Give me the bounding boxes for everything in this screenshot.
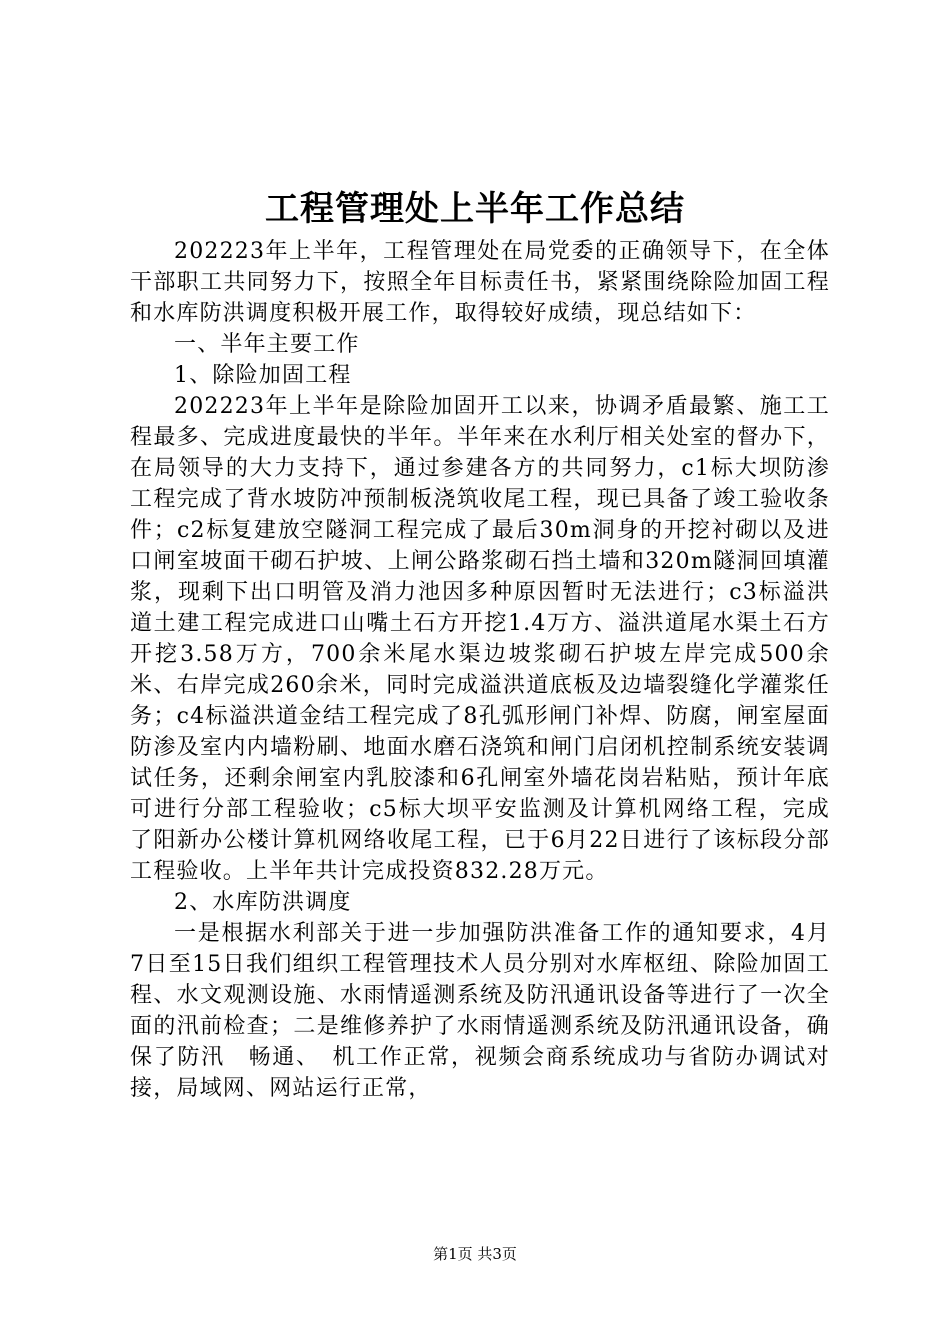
heading-main-work: 一、半年主要工作 — [174, 332, 360, 357]
document-body — [130, 236, 830, 1104]
paragraph-reinforcement: 202223年上半年是除险加固开工以来，协调矛盾最繁、施工工程最多、完成进度最快的半年。半年来在水利厅相关处室的督办下，在局领导的大力支持下，通过参建各方的共同努力，c1标大坝防渗工程完成了背水坡防冲预制板浇筑收尾工程，现已具备了竣工验收条件；c2标复建放空隧洞工程完成了最后30m洞身的开挖衬砌以及进口闸室坡面干砌石护坡、上闸公路浆砌石挡土墙和320m隧洞回填灌浆，现剩下出口明管及消力池因多种原因暂时无法进行；c3标溢洪道土建工程完成进口山嘴土石方开挖1.4万方、溢洪道尾水渠土石方开挖3.58万方，700余米尾水渠边坡浆砌石护坡左岸完成500余米、右岸完成260余米，同时完成溢洪道底板及边墙裂缝化学灌浆任务；c4标溢洪道金结工程完成了8孔弧形闸门补焊、防腐，闸室屋面防渗及室内内墙粉刷、地面水磨石浇筑和闸门启闭机控制系统安装调试任务，还剩余闸室内乳胶漆和6孔闸室外墙花岗岩粘贴，预计年底可进行分部工程验收；c5标大坝平安监测及计算机网络工程，完成了阳新办公楼计算机网络收尾工程，已于6月22日进行了该标段分部工程验收。上半年共计完成投资832.28万元。 — [130, 394, 830, 884]
heading-flood-control: 2、水库防洪调度 — [174, 890, 352, 915]
document-title: 工程管理处上半年工作总结 — [265, 189, 685, 229]
page-number: 第1页 共3页 — [433, 1245, 517, 1263]
paragraph-intro: 202223年上半年，工程管理处在局党委的正确领导下，在全体干部职工共同努力下，按照全年目标责任书，紧紧围绕除险加固工程和水库防洪调度积极开展工作，取得较好成绩，现总结如下： — [130, 239, 830, 326]
paragraph-flood-control: 一是根据水利部关于进一步加强防洪准备工作的通知要求，4月7日至15日我们组织工程管理技术人员分别对水库枢纽、除险加固工程、水文观测设施、水雨情遥测系统及防汛通讯设备等进行了一次全面的汛前检查；二是维修养护了水雨情遥测系统及防汛通讯设备，确保了防汛 畅通、 机工作正常，视频会商系统成功与省防办调试对接，局域网、网站运行正常， — [130, 921, 830, 1101]
heading-reinforcement: 1、除险加固工程 — [174, 363, 352, 388]
